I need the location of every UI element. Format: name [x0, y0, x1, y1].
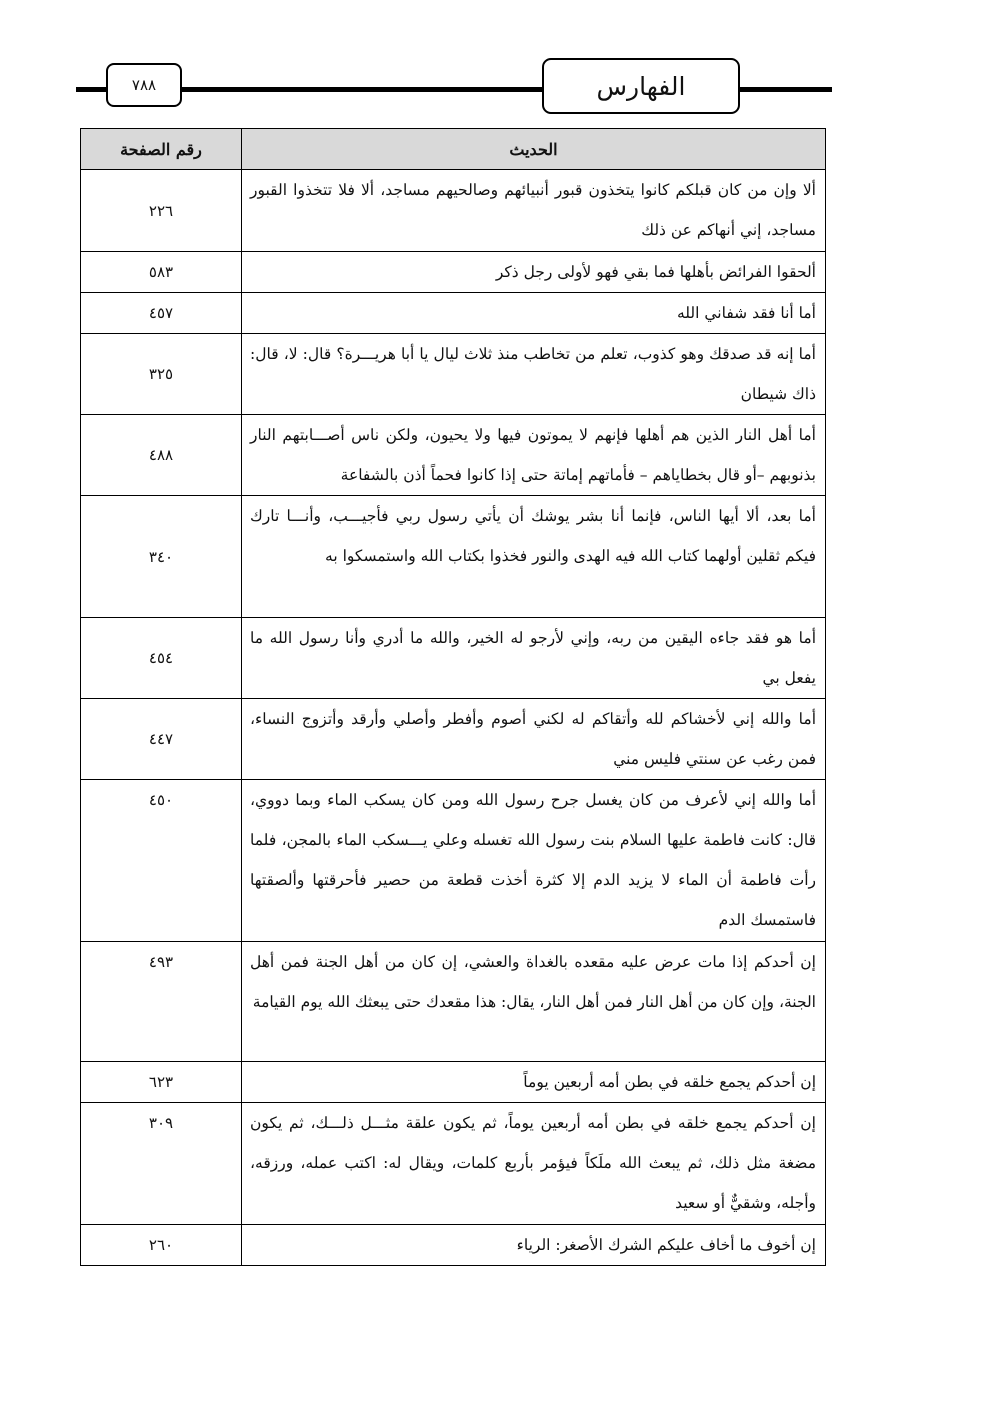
page-ref: ٥٨٣	[81, 252, 242, 293]
page-ref: ٤٥٠	[81, 780, 242, 942]
hadith-text: أما والله إني لأعرف من كان يغسل جرح رسول الله ومن كان يسكب الماء وبما دووي، قال: كانت فاطمة عليها السلام بنت رسول الله تغسله وعلي يـــسكب الماء بالمجن، فلما رأت فاطمة أن الماء لا يزيد الدم إلا كثرة أخذت قطعة من حصير فأحرقتها وألصقتها فاستمسك الدم	[242, 780, 826, 942]
page-title: الفهارس	[542, 58, 740, 114]
table-row	[81, 170, 826, 252]
page-ref: ٢٢٦	[81, 170, 242, 252]
hadith-text: أما أنا فقد شفاني الله	[242, 293, 826, 334]
table-row	[81, 496, 826, 618]
table-row	[81, 1225, 826, 1266]
hadith-text: أما إنه قد صدقك وهو كذوب، تعلم من تخاطب منذ ثلاث ليال يا أبا هريـــرة؟ قال: لا، قال: ذاك شيطان	[242, 334, 826, 415]
page-ref: ٢٦٠	[81, 1225, 242, 1266]
hadith-text: ألحقوا الفرائض بأهلها فما بقي فهو لأولى رجل ذكر	[242, 252, 826, 293]
hadith-text: أما بعد، ألا أيها الناس، فإنما أنا بشر يوشك أن يأتي رسول ربي فأجيـــب، وأنـــا تارك فيكم ثقلين أولهما كتاب الله فيه الهدى والنور فخذوا بكتاب الله واستمسكوا به	[242, 496, 826, 618]
page-ref: ٣٢٥	[81, 334, 242, 415]
hadith-text: إن أحدكم إذا مات عرض عليه مقعده بالغداة والعشي، إن كان من أهل الجنة فمن أهل الجنة، وإن كان من أهل النار فمن أهل النار، يقال: هذا مقعدك حتى يبعثك الله يوم القيامة	[242, 942, 826, 1062]
table-row	[81, 415, 826, 496]
column-header-page: رقم الصفحة	[81, 129, 242, 170]
hadith-text: ألا وإن من كان قبلكم كانوا يتخذون قبور أنبيائهم وصالحيهم مساجد، ألا فلا تتخذوا القبور مساجد، إني أنهاكم عن ذلك	[242, 170, 826, 252]
table-row	[81, 699, 826, 780]
page-ref: ٤٩٣	[81, 942, 242, 1062]
hadith-index-table	[80, 128, 826, 1266]
table-row	[81, 618, 826, 699]
page-ref: ٤٥٤	[81, 618, 242, 699]
table-row	[81, 334, 826, 415]
table-row	[81, 252, 826, 293]
column-header-hadith: الحديث	[242, 129, 826, 170]
hadith-text: إن أخوف ما أخاف عليكم الشرك الأصغر: الرياء	[242, 1225, 826, 1266]
page-ref: ٣٤٠	[81, 496, 242, 618]
hadith-text: إن أحدكم يجمع خلقه في بطن أمه أربعين يوماً	[242, 1062, 826, 1103]
hadith-text: إن أحدكم يجمع خلقه في بطن أمه أربعين يوماً، ثم يكون علقة مثـــل ذلـــك، ثم يكون مضغة مثل ذلك، ثم يبعث الله ملَكاً فيؤمر بأربع كلمات، ويقال له: اكتب عمله، ورزقه، وأجله، وشقيٌّ أو سعيد	[242, 1103, 826, 1225]
table-row	[81, 780, 826, 942]
table-row	[81, 1103, 826, 1225]
table-row	[81, 942, 826, 1062]
table-header-row	[81, 129, 826, 170]
page-number: ٧٨٨	[106, 63, 182, 107]
hadith-text: أما والله إني لأخشاكم لله وأتقاكم له لكني أصوم وأفطر وأصلي وأرقد وأتزوج النساء، فمن رغب عن سنتي فليس مني	[242, 699, 826, 780]
hadith-text: أما أهل النار الذين هم أهلها فإنهم لا يموتون فيها ولا يحيون، ولكن ناس أصـــابتهم النار بذنوبهم –أو قال بخطاياهم – فأماتهم إماتة حتى إذا كانوا فحماً أذن بالشفاعة	[242, 415, 826, 496]
page-ref: ٦٢٣	[81, 1062, 242, 1103]
page-ref: ٣٠٩	[81, 1103, 242, 1225]
page-ref: ٤٤٧	[81, 699, 242, 780]
page-ref: ٤٨٨	[81, 415, 242, 496]
page-ref: ٤٥٧	[81, 293, 242, 334]
hadith-text: أما هو فقد جاءه اليقين من ربه، وإني لأرجو له الخير، والله ما أدري وأنا رسول الله ما يفعل بي	[242, 618, 826, 699]
table-row	[81, 293, 826, 334]
table-row	[81, 1062, 826, 1103]
